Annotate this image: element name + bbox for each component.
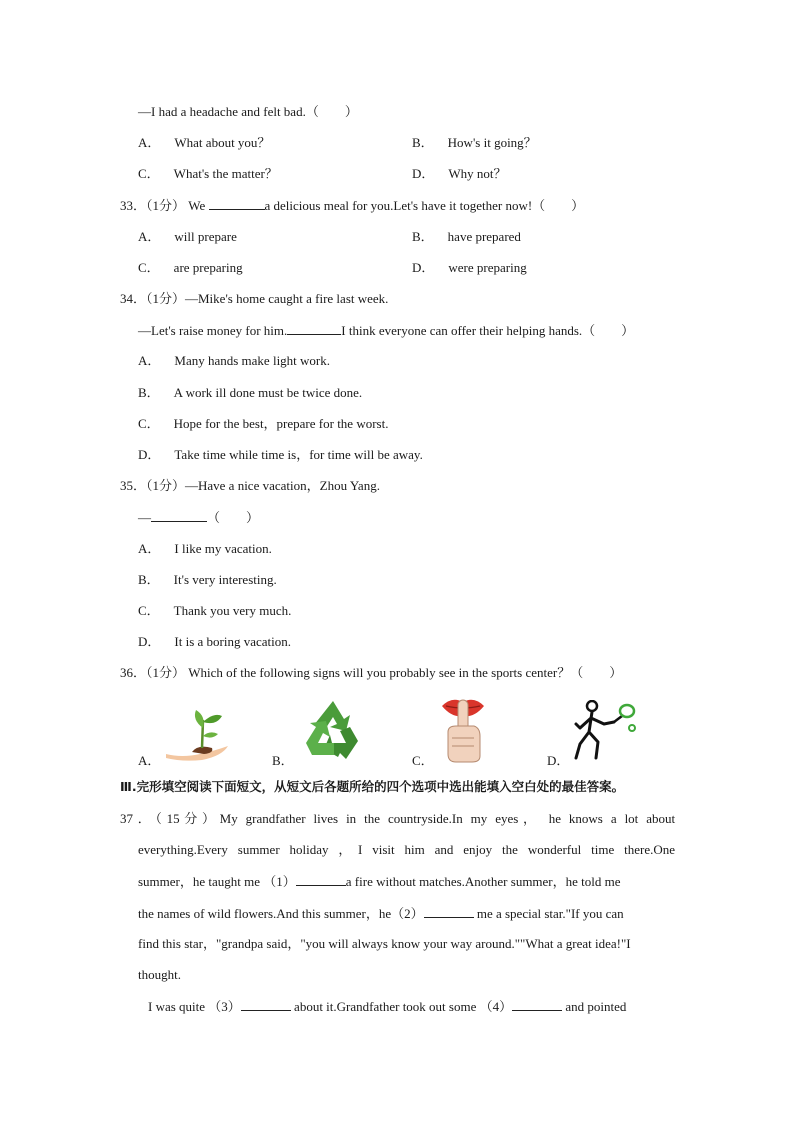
quiet-please-icon[interactable]	[438, 694, 488, 764]
q35-option-c[interactable]	[138, 602, 291, 620]
option-letter: A．	[138, 229, 161, 244]
q34-suffix: I think everyone can offer their helping hands.（ ）	[341, 323, 635, 338]
option-text: have prepared	[447, 229, 521, 244]
q35-stem: 35．（1分）—Have a nice vacation，Zhou Yang.	[120, 478, 380, 493]
recycle-icon[interactable]	[300, 697, 366, 761]
option-letter: D．	[412, 166, 435, 181]
option-text: I like my vacation.	[174, 541, 272, 556]
q37-line-1: 37．（15分）My grandfather lives in the countryside.In my eyes， he knows a lot about	[120, 811, 676, 826]
option-letter: C．	[138, 603, 160, 618]
option-text: What's the matter？	[173, 166, 278, 181]
option-letter: D．	[138, 634, 161, 649]
q32-option-d[interactable]	[412, 165, 507, 183]
q37-line-2: everything.Every summer holiday ，I visit him and enjoy the wonderful time there.One	[138, 842, 675, 857]
option-letter: B．	[412, 229, 434, 244]
q34-stem: 34．（1分）—Mike's home caught a fire last week.	[120, 291, 389, 306]
option-letter: D．	[138, 447, 161, 462]
plant-in-hand-icon[interactable]	[162, 698, 232, 762]
option-text: What about you？	[174, 135, 271, 150]
q35-blank[interactable]	[151, 508, 207, 522]
option-letter: C．	[138, 416, 160, 431]
q32-option-b[interactable]	[412, 134, 537, 152]
option-text: Thank you very much.	[173, 603, 292, 618]
q35-prefix: —	[138, 510, 151, 525]
q33-option-b[interactable]	[412, 228, 521, 246]
q33-stem	[120, 196, 584, 215]
q32-response: —I had a headache and felt bad.（ ）	[138, 104, 358, 119]
q36-option-b-letter[interactable]: B．	[272, 753, 294, 768]
q34-option-c[interactable]	[138, 415, 388, 433]
q34-option-b[interactable]	[138, 384, 362, 402]
q36-option-d-letter[interactable]: D．	[547, 753, 570, 768]
q33-suffix: a delicious meal for you.Let's have it together now!（ ）	[264, 198, 585, 213]
q34-blank[interactable]	[287, 321, 341, 335]
q37-blank-1[interactable]	[296, 872, 346, 886]
q35-response	[138, 508, 259, 527]
q37-line-3: summer，he taught me （1） a fire without matches.Another summer，he told me	[138, 874, 621, 889]
option-letter: B．	[412, 135, 434, 150]
option-text: were preparing	[448, 260, 527, 275]
q37-blank-3[interactable]	[241, 997, 291, 1011]
option-text: Take time while time is，for time will be away.	[174, 447, 423, 462]
option-text: Why not？	[448, 166, 507, 181]
q35-option-d[interactable]	[138, 633, 291, 651]
option-letter: C．	[138, 260, 160, 275]
q33-prefix: 33．（1分） We	[120, 198, 209, 213]
q34-option-a[interactable]	[138, 352, 330, 370]
q32-option-c[interactable]	[138, 165, 278, 183]
option-letter: C．	[138, 166, 160, 181]
option-text: Many hands make light work.	[174, 353, 331, 368]
option-letter: B．	[138, 385, 160, 400]
q33-blank[interactable]	[209, 196, 265, 210]
tennis-player-icon[interactable]	[572, 700, 638, 762]
q35-option-b[interactable]	[138, 571, 277, 589]
q35-option-a[interactable]	[138, 540, 272, 558]
option-letter: A．	[138, 353, 161, 368]
option-letter: A．	[138, 135, 161, 150]
option-letter: D．	[412, 260, 435, 275]
option-text: A work ill done must be twice done.	[173, 385, 363, 400]
q37-line-6: thought.	[138, 967, 181, 982]
q36-option-c-letter[interactable]: C．	[412, 753, 434, 768]
q33-option-a[interactable]	[138, 228, 237, 246]
option-text: will prepare	[174, 229, 237, 244]
option-letter: B．	[138, 572, 160, 587]
q36-stem: 36．（1分） Which of the following signs will you probably see in the sports center？（ ）	[120, 665, 623, 680]
option-text: It's very interesting.	[173, 572, 277, 587]
q33-option-c[interactable]	[138, 259, 243, 277]
option-text: It is a boring vacation.	[174, 634, 291, 649]
q34-response	[138, 321, 634, 340]
q37-line-5: find this star，"grandpa said，"you will always know your way around.""What a great idea!"I	[138, 936, 631, 951]
q37-line-4: the names of wild flowers.And this summer，he（2） me a special star."If you can	[138, 906, 624, 921]
option-text: Hope for the best，prepare for the worst.	[173, 416, 389, 431]
q37-blank-4[interactable]	[512, 997, 562, 1011]
q34-prefix: —Let's raise money for him.	[138, 323, 288, 338]
q33-option-d[interactable]	[412, 259, 527, 277]
q34-option-d[interactable]	[138, 446, 423, 464]
q32-option-a[interactable]	[138, 134, 270, 152]
q37-line-7: I was quite （3） about it.Grandfather took out some （4） and pointed	[148, 999, 627, 1014]
option-letter: A．	[138, 541, 161, 556]
option-text: How's it going？	[447, 135, 537, 150]
q37-blank-2[interactable]	[424, 904, 474, 918]
q36-option-a-letter[interactable]: A．	[138, 753, 161, 768]
section-heading: Ⅲ.完形填空阅读下面短文，从短文后各题所给的四个选项中选出能填入空白处的最佳答案。	[120, 779, 625, 794]
q35-suffix: （ ）	[207, 510, 260, 525]
option-text: are preparing	[173, 260, 243, 275]
